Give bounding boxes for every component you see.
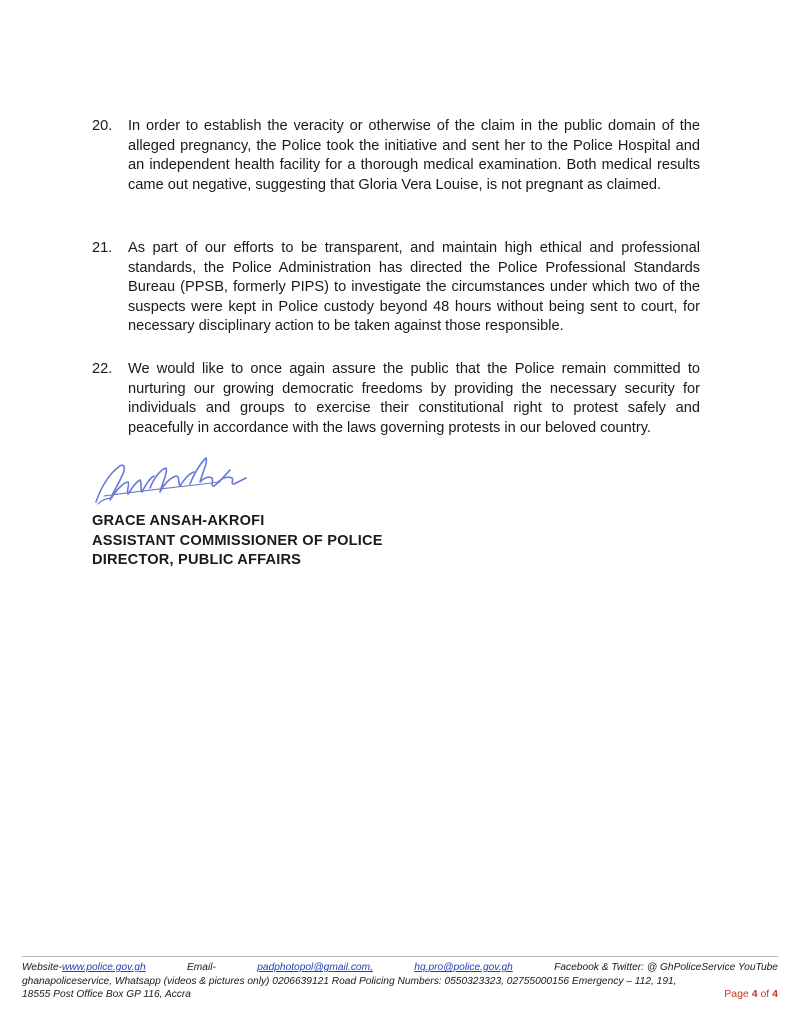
- paragraph-20: [92, 117, 700, 195]
- signatory-rank: ASSISTANT COMMISSIONER OF POLICE: [92, 532, 383, 549]
- website-link[interactable]: www.police.gov.gh: [62, 962, 146, 973]
- email-label: Email-: [187, 962, 216, 973]
- signatory-position: DIRECTOR, PUBLIC AFFAIRS: [92, 552, 302, 568]
- email-link-padphotopol[interactable]: padphotopol@gmail.com,: [257, 962, 373, 973]
- paragraph-number: 21.: [92, 240, 113, 256]
- paragraph-21: [92, 239, 700, 337]
- signoff-block: [92, 512, 383, 571]
- footer-line-2: ghanapoliceservice, Whatsapp (videos & pictures only) 0206639121 Road Policing Numbers: 0550323323, 02755000156 Emergency – 112, 191,: [22, 975, 677, 987]
- page-of: of: [760, 988, 770, 1001]
- social-text: Facebook & Twitter: @ GhPoliceService YouTube: [554, 962, 778, 973]
- paragraph-number: 22.: [92, 361, 113, 377]
- paragraph-text: As part of our efforts to be transparent, and maintain high ethical and professional standards, the Police Administration has directed the Police Professional Standards Bureau (PPSB, formerly PIPS) to investigate the circumstances under which two of the suspects were kept in Police custody beyond 48 hours without being sent to court, for necessary disciplinary action to be taken against those responsible.: [128, 240, 700, 334]
- footer-divider: [22, 956, 778, 957]
- website-group: [22, 961, 146, 975]
- website-label: Website-: [22, 962, 63, 973]
- paragraph-text: In order to establish the veracity or otherwise of the claim in the public domain of the alleged pregnancy, the Police took the initiative and sent her to the Police Hospital and an independent health facility for a thorough medical examination. Both medical results came out negative, suggesting that Gloria Vera Louise, is not pregnant as claimed.: [128, 118, 700, 193]
- footer-line-3: [22, 988, 778, 1002]
- page-current: 4: [751, 988, 758, 1001]
- paragraph-text: We would like to once again assure the public that the Police remain committed to nurturing our growing democratic freedoms by providing the necessary security for individuals and groups to exercise their constitutional right to protest safely and peacefully in accordance with the laws governing protests in our beloved country.: [128, 361, 700, 436]
- footer-address: 18555 Post Office Box GP 116, Accra: [22, 989, 191, 1001]
- page-number: [724, 988, 778, 1002]
- paragraph-number: 20.: [92, 118, 113, 134]
- footer-line-1: [22, 961, 778, 975]
- signatory-name: GRACE ANSAH-AKROFI: [92, 513, 265, 529]
- paragraph-22: [92, 360, 700, 438]
- page-label: Page: [724, 988, 749, 1001]
- signature-image: [90, 452, 250, 510]
- footer: [22, 961, 778, 1002]
- email-link-hq-pro[interactable]: hq.pro@police.gov.gh: [414, 962, 513, 973]
- page-total: 4: [772, 988, 778, 1001]
